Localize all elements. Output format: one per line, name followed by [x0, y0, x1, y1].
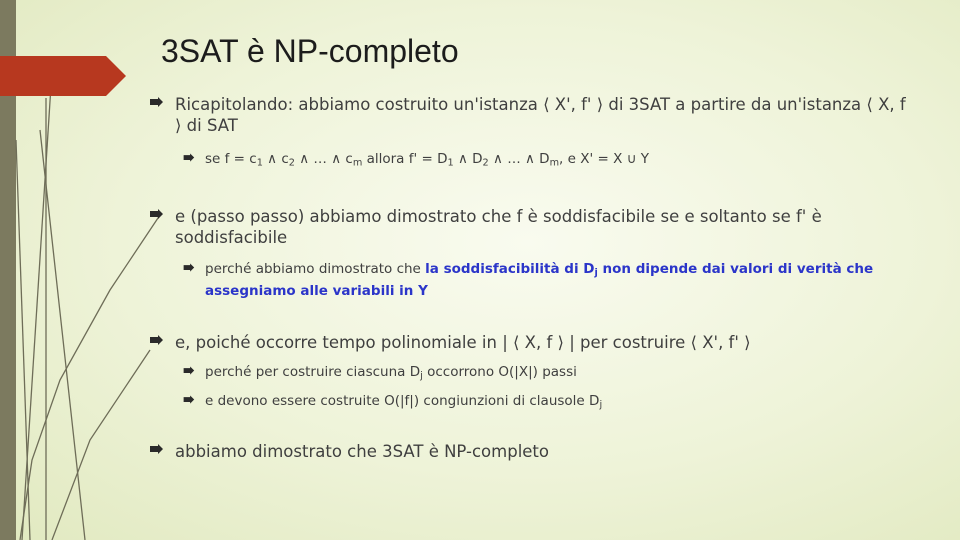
sub-bullet-steps — [205, 363, 905, 385]
formula-text: , e X' = X ∪ Y — [559, 151, 650, 167]
bullet-text: e, poiché occorre tempo polinomiale in | ⟨ X, f ⟩ | per costruire ⟨ X', f' ⟩ — [175, 333, 751, 352]
reason-text: perché abbiamo dimostrato che — [205, 261, 426, 277]
subscript: j — [420, 370, 423, 382]
slide-title: 3SAT è NP-completo — [161, 33, 459, 69]
subscript: 2 — [482, 157, 489, 169]
formula-text: ∧ D — [453, 151, 483, 167]
steps-text: occorrono O(|X|) passi — [422, 364, 577, 380]
pencil-icon — [148, 441, 164, 457]
pencil-icon — [148, 206, 164, 222]
sub-bullet-reason — [205, 260, 905, 301]
pencil-icon — [182, 393, 195, 406]
pencil-icon — [182, 261, 195, 274]
bullet-text: e (passo passo) abbiamo dimostrato che f è soddisfacibile se e soltanto se f' è soddisfacibile — [175, 207, 822, 247]
clauses-text: e devono essere costruite O(|f|) congiunzioni di clausole D — [205, 393, 600, 409]
sub-bullet-formula — [205, 150, 905, 172]
subscript: j — [599, 399, 603, 411]
formula-text: ∧ … ∧ D — [488, 151, 550, 167]
highlight-text: la soddisfacibilità di D — [425, 261, 595, 277]
pencil-icon — [148, 94, 164, 110]
subscript: 1 — [447, 157, 454, 169]
subscript: j — [594, 267, 598, 279]
bullet-text: abbiamo dimostrato che 3SAT è NP-completo — [175, 442, 549, 461]
sub-bullet-clauses — [205, 392, 905, 414]
bullet-conclusion — [175, 441, 915, 462]
bullet-polytime — [175, 332, 915, 353]
bullet-recap — [175, 94, 915, 136]
formula-text: ∧ c — [262, 151, 289, 167]
pencil-icon — [148, 332, 164, 348]
subscript: 1 — [256, 157, 263, 169]
formula-text: se f = c — [205, 151, 257, 167]
steps-text: perché per costruire ciascuna D — [205, 364, 421, 380]
title-accent-tab — [0, 56, 126, 96]
bullet-equivalence — [175, 206, 895, 248]
pencil-icon — [182, 151, 195, 164]
subscript: 2 — [288, 157, 295, 169]
bullet-text: Ricapitolando: abbiamo costruito un'istanza ⟨ X', f' ⟩ di 3SAT a partire da un'istanza ⟨ X, f ⟩ di SAT — [175, 95, 906, 135]
subscript: m — [352, 157, 363, 169]
pencil-icon — [182, 364, 195, 377]
subscript: m — [549, 157, 560, 169]
formula-text: ∧ … ∧ c — [294, 151, 353, 167]
formula-text: allora f' = D — [362, 151, 448, 167]
highlight-text: non dipende dai valori di verità che assegniamo alle variabili in Y — [205, 261, 874, 300]
